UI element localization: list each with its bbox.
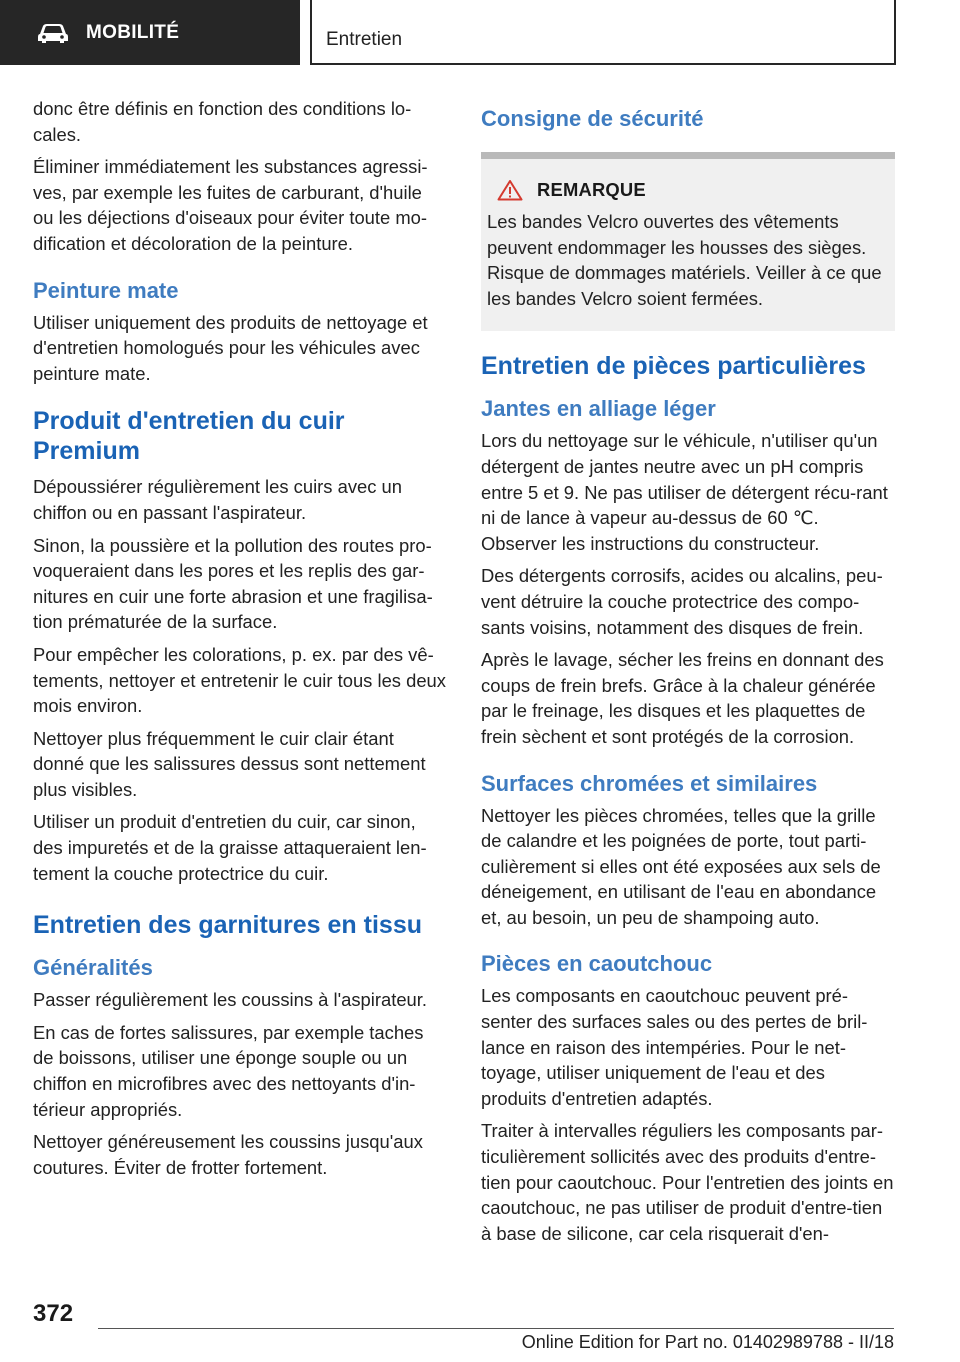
paragraph: Lors du nettoyage sur le véhicule, n'utiliser qu'un détergent de jantes neutre avec un pH compris entre 5 et 9. Ne pas utiliser de détergent récu-rant ni de lance à vapeur au-dessus de 60 ℃. Observer les instructions du constructeur.	[481, 430, 888, 554]
paragraph: donc être définis en fonction des conditions lo-cales.	[33, 98, 412, 145]
paragraph: Les composants en caoutchouc peuvent pré-senter des surfaces sales ou des pertes de bril-lance en raison des intempéries. Pour le net-toyage, utiliser uniquement de l'eau et des produits d'entretien adaptés.	[481, 985, 868, 1109]
paragraph: Traiter à intervalles réguliers les composants par-ticulièrement sollicités avec des produits d'entre-tien pour caoutchouc. Pour l'entretien des joints en caoutchouc, ne pas utiliser de produit d'entre-tien à base de silicone, car cela risquerait d'en-	[481, 1120, 894, 1244]
notice-text: Les bandes Velcro ouvertes des vêtements peuvent endommager les housses des sièges. Risque de dommages matériels. Veiller à ce que les bandes Velcro soient fermées.	[487, 211, 882, 309]
chapter-title: Entretien	[326, 29, 403, 50]
header-section-tab	[0, 0, 300, 65]
paragraph: Sinon, la poussière et la pollution des routes pro-voqueraient dans les pores et les replis des gar-nitures en cuir une forte abrasion et une fragilisa-tion prématurée de la surface.	[33, 534, 433, 633]
chapter-header	[310, 0, 896, 65]
heading-general: Généralités	[33, 955, 153, 981]
page-number: 372	[33, 1300, 74, 1327]
paragraph: Dépoussiérer régulièrement les cuirs avec un chiffon ou en passant l'aspirateur.	[33, 476, 403, 523]
paragraph: Pour empêcher les colorations, p. ex. par des vê-tements, nettoyer et entretenir le cuir tous les deux mois environ.	[33, 643, 446, 717]
left-column	[33, 96, 447, 1187]
section-title: MOBILITÉ	[86, 21, 180, 43]
heading-alloy-rims: Jantes en alliage léger	[481, 396, 716, 422]
paragraph: Éliminer immédiatement les substances agressi-ves, par exemple les fuites de carburant, d'huile ou les déjections d'oiseaux pour éviter toute mo-dification et décoloration de la peinture.	[33, 156, 428, 254]
divider	[481, 152, 895, 159]
heading-leather-care: Produit d'entretien du cuir Premium	[33, 407, 345, 466]
paragraph: Nettoyer les pièces chromées, telles que la grille de calandre et les poignées de porte, tout parti-culièrement si elles ont été exposées aux sels de déneigement, en utilisant de l'eau en abondance et, au besoin, un peu de shampoing auto.	[481, 804, 881, 928]
paragraph: Nettoyer plus fréquemment le cuir clair étant donné que les salissures dessus sont nettement plus visibles.	[33, 727, 426, 800]
car-icon	[36, 21, 70, 45]
footer-divider	[98, 1328, 894, 1329]
paragraph: Passer régulièrement les coussins à l'aspirateur.	[33, 989, 427, 1011]
notice-title: REMARQUE	[537, 179, 646, 200]
warning-icon	[497, 179, 523, 201]
heading-special-parts: Entretien de pièces particulières	[481, 352, 866, 381]
notice-header	[487, 179, 885, 201]
paragraph: Des détergents corrosifs, acides ou alcalins, peu-vent détruire la couche protectrice des compo-sants voisins, notamment des disques de frein.	[481, 565, 883, 638]
heading-matte-paint: Peinture mate	[33, 277, 179, 303]
heading-rubber: Pièces en caoutchouc	[481, 951, 713, 977]
paragraph: Utiliser uniquement des produits de nettoyage et d'entretien homologués pour les véhicules avec peinture mate.	[33, 311, 428, 384]
heading-chrome: Surfaces chromées et similaires	[481, 770, 818, 796]
paragraph: Utiliser un produit d'entretien du cuir, car sinon, des impuretés et de la graisse attaqueraient len-tement la couche protectrice du cuir.	[33, 811, 427, 884]
heading-fabric-care: Entretien des garnitures en tissu	[33, 911, 422, 940]
right-column	[481, 96, 895, 1253]
paragraph: Après le lavage, sécher les freins en donnant des coups de frein brefs. Grâce à la chaleur générée par le freinage, les disques et les plaquettes de frein sèchent et sont protégés de la corrosion.	[481, 649, 884, 747]
notice-box	[481, 159, 895, 331]
paragraph: Nettoyer généreusement les coussins jusqu'aux coutures. Éviter de frotter fortement.	[33, 1131, 423, 1178]
heading-safety: Consigne de sécurité	[481, 106, 704, 131]
paragraph: En cas de fortes salissures, par exemple taches de boissons, utiliser une éponge souple ou un chiffon en microfibres avec des nettoyants d'in-térieur appropriés.	[33, 1021, 424, 1120]
edition-label: Online Edition for Part no. 01402989788 - II/18	[521, 1332, 894, 1352]
